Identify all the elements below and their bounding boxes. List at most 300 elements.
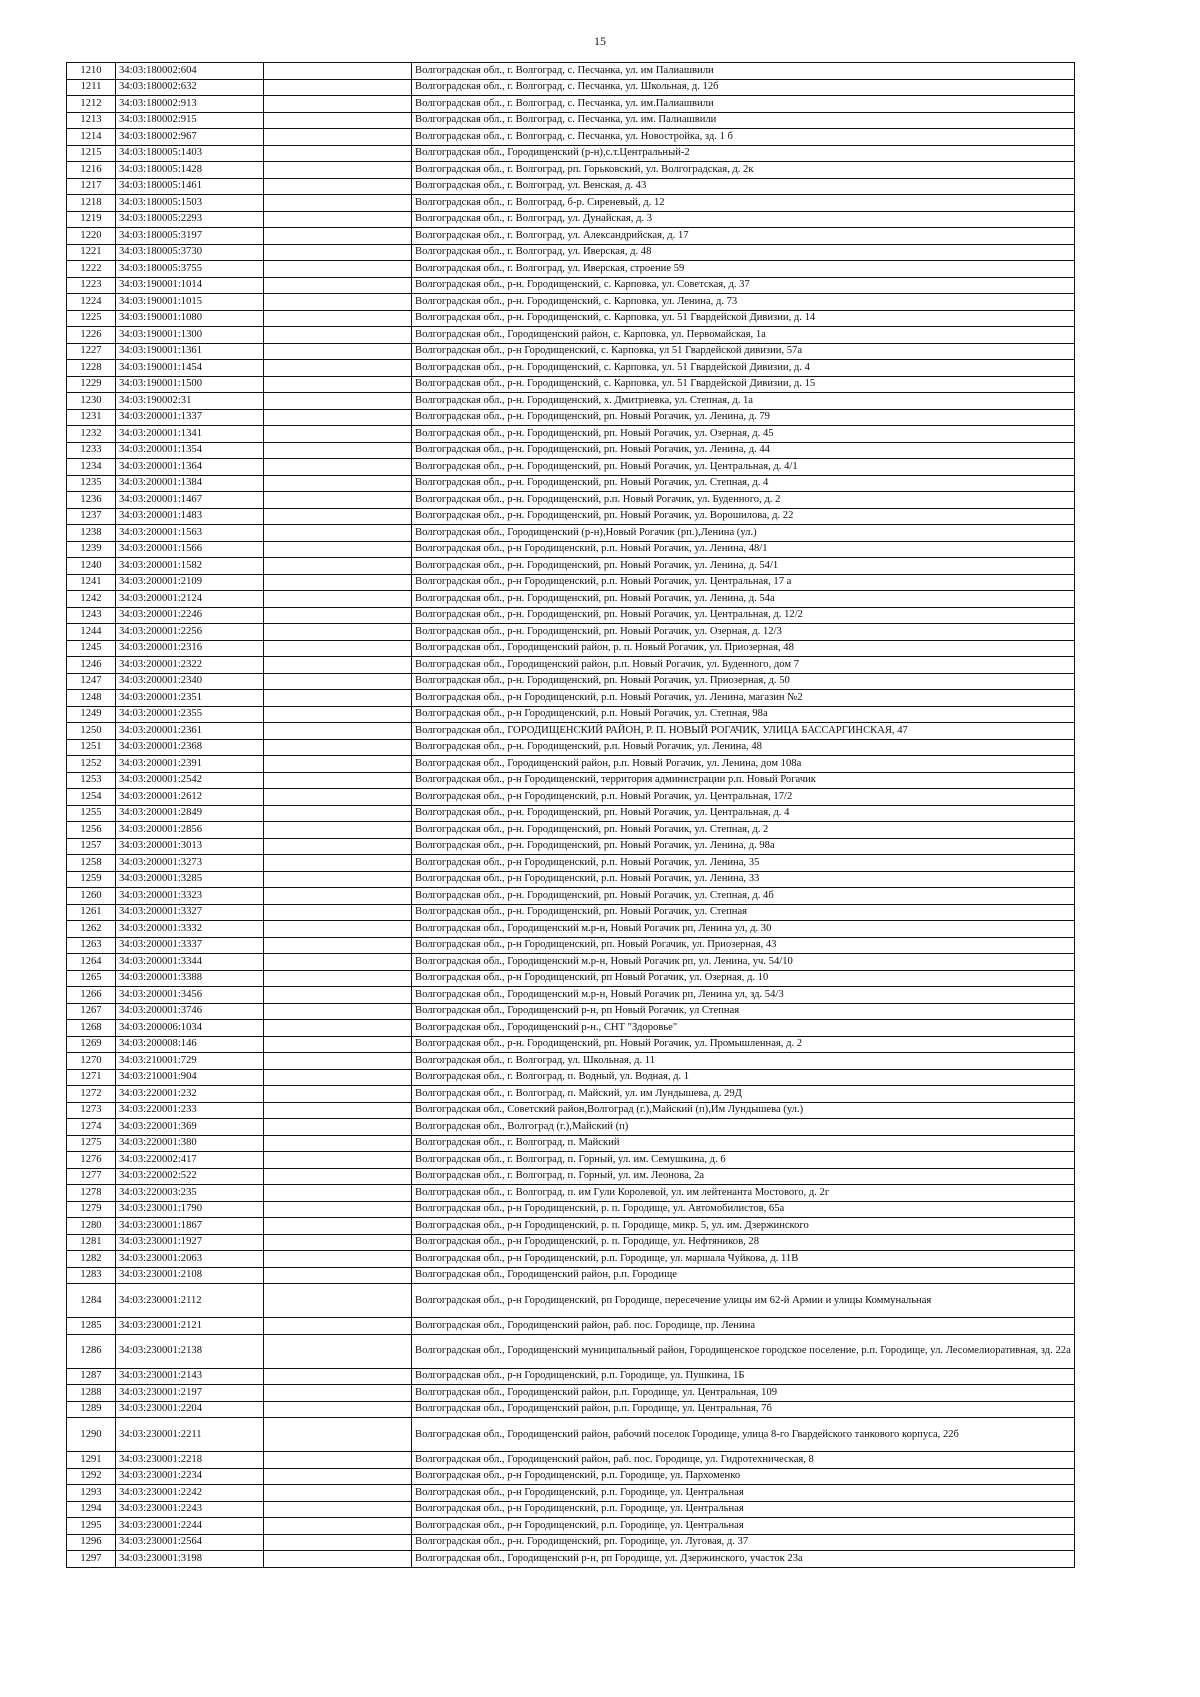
cadastral-number: 34:03:230001:2063 bbox=[116, 1251, 264, 1268]
table-row bbox=[67, 1102, 1075, 1119]
row-number: 1293 bbox=[67, 1485, 116, 1502]
address: Волгоградская обл., р-н. Городищенский, р.п. Новый Рогачик, ул. Ленина, 48 bbox=[412, 739, 1075, 756]
address: Волгоградская обл., Городищенский район, р. п. Новый Рогачик, ул. Приозерная, 48 bbox=[412, 640, 1075, 657]
empty-cell bbox=[264, 739, 412, 756]
table-row bbox=[67, 393, 1075, 410]
empty-cell bbox=[264, 541, 412, 558]
cadastral-number: 34:03:210001:904 bbox=[116, 1069, 264, 1086]
table-row bbox=[67, 1168, 1075, 1185]
cadastral-number: 34:03:200001:1354 bbox=[116, 442, 264, 459]
row-number: 1248 bbox=[67, 690, 116, 707]
table-row bbox=[67, 244, 1075, 261]
row-number: 1262 bbox=[67, 921, 116, 938]
cadastral-number: 34:03:200006:1034 bbox=[116, 1020, 264, 1037]
address: Волгоградская обл., р-н Городищенский, р. п. Городище, микр. 5, ул. им. Дзержинского bbox=[412, 1218, 1075, 1235]
empty-cell bbox=[264, 63, 412, 80]
empty-cell bbox=[264, 970, 412, 987]
cadastral-number: 34:03:230001:2143 bbox=[116, 1368, 264, 1385]
cadastral-number: 34:03:230001:2121 bbox=[116, 1318, 264, 1335]
cadastral-number: 34:03:200001:3285 bbox=[116, 871, 264, 888]
empty-cell bbox=[264, 475, 412, 492]
table-row bbox=[67, 1452, 1075, 1469]
table-row bbox=[67, 1119, 1075, 1136]
empty-cell bbox=[264, 1385, 412, 1402]
cadastral-number: 34:03:200001:3344 bbox=[116, 954, 264, 971]
row-number: 1243 bbox=[67, 607, 116, 624]
address: Волгоградская обл., р-н Городищенский, р.п. Новый Рогачик, ул. Центральная, 17 а bbox=[412, 574, 1075, 591]
row-number: 1266 bbox=[67, 987, 116, 1004]
row-number: 1265 bbox=[67, 970, 116, 987]
cadastral-number: 34:03:200001:2316 bbox=[116, 640, 264, 657]
row-number: 1270 bbox=[67, 1053, 116, 1070]
cadastral-number: 34:03:190001:1300 bbox=[116, 327, 264, 344]
address: Волгоградская обл., Городищенский район, рабочий поселок Городище, улица 8-го Гвардейского танкового корпуса, 22б bbox=[412, 1418, 1075, 1452]
table-row bbox=[67, 607, 1075, 624]
cadastral-number: 34:03:230001:2218 bbox=[116, 1452, 264, 1469]
row-number: 1242 bbox=[67, 591, 116, 608]
table-row bbox=[67, 195, 1075, 212]
row-number: 1247 bbox=[67, 673, 116, 690]
table-row bbox=[67, 1234, 1075, 1251]
row-number: 1284 bbox=[67, 1284, 116, 1318]
cadastral-number: 34:03:200001:1364 bbox=[116, 459, 264, 476]
address: Волгоградская обл., р-н. Городищенский, рп. Новый Рогачик, ул. Степная bbox=[412, 904, 1075, 921]
empty-cell bbox=[264, 112, 412, 129]
cadastral-number: 34:03:230001:2243 bbox=[116, 1501, 264, 1518]
empty-cell bbox=[264, 409, 412, 426]
table-row bbox=[67, 310, 1075, 327]
empty-cell bbox=[264, 1152, 412, 1169]
row-number: 1239 bbox=[67, 541, 116, 558]
empty-cell bbox=[264, 327, 412, 344]
table-row bbox=[67, 1251, 1075, 1268]
row-number: 1212 bbox=[67, 96, 116, 113]
row-number: 1220 bbox=[67, 228, 116, 245]
row-number: 1289 bbox=[67, 1401, 116, 1418]
cadastral-number: 34:03:180002:967 bbox=[116, 129, 264, 146]
row-number: 1294 bbox=[67, 1501, 116, 1518]
empty-cell bbox=[264, 162, 412, 179]
table-row bbox=[67, 1003, 1075, 1020]
table-row bbox=[67, 228, 1075, 245]
empty-cell bbox=[264, 756, 412, 773]
row-number: 1272 bbox=[67, 1086, 116, 1103]
empty-cell bbox=[264, 607, 412, 624]
row-number: 1216 bbox=[67, 162, 116, 179]
row-number: 1285 bbox=[67, 1318, 116, 1335]
cadastral-number: 34:03:190002:31 bbox=[116, 393, 264, 410]
cadastral-number: 34:03:230001:2138 bbox=[116, 1334, 264, 1368]
address: Волгоградская обл., г. Волгоград, с. Песчанка, ул. им Палиашвили bbox=[412, 63, 1075, 80]
cadastral-number: 34:03:210001:729 bbox=[116, 1053, 264, 1070]
address: Волгоградская обл., р-н. Городищенский, рп. Новый Рогачик, ул. Ленина, д. 98а bbox=[412, 838, 1075, 855]
empty-cell bbox=[264, 393, 412, 410]
address: Волгоградская обл., г. Волгоград, ул. Венская, д. 43 bbox=[412, 178, 1075, 195]
row-number: 1288 bbox=[67, 1385, 116, 1402]
address: Волгоградская обл., Городищенский (р-н),Новый Рогачик (рп.),Ленина (ул.) bbox=[412, 525, 1075, 542]
address: Волгоградская обл., р-н Городищенский, р.п. Новый Рогачик, ул. Ленина, 33 bbox=[412, 871, 1075, 888]
table-row bbox=[67, 1201, 1075, 1218]
cadastral-number: 34:03:190001:1361 bbox=[116, 343, 264, 360]
cadastral-number: 34:03:230001:2211 bbox=[116, 1418, 264, 1452]
address: Волгоградская обл., г. Волгоград, п. Горный, ул. им. Семушкина, д. 6 bbox=[412, 1152, 1075, 1169]
table-row bbox=[67, 277, 1075, 294]
address: Волгоградская обл., р-н. Городищенский, с. Карповка, ул. 51 Гвардейской Дивизии, д. 15 bbox=[412, 376, 1075, 393]
address: Волгоградская обл., р-н. Городищенский, рп. Новый Рогачик, ул. Ленина, д. 54/1 bbox=[412, 558, 1075, 575]
row-number: 1240 bbox=[67, 558, 116, 575]
table-row bbox=[67, 360, 1075, 377]
empty-cell bbox=[264, 1102, 412, 1119]
address: Волгоградская обл., Городищенский м.р-н, Новый Рогачик рп, Ленина ул, зд. 54/3 bbox=[412, 987, 1075, 1004]
cadastral-number: 34:03:180005:3197 bbox=[116, 228, 264, 245]
address: Волгоградская обл., г. Волгоград, б-р. Сиреневый, д. 12 bbox=[412, 195, 1075, 212]
empty-cell bbox=[264, 1518, 412, 1535]
address: Волгоградская обл., р-н. Городищенский, рп. Городище, ул. Луговая, д. 37 bbox=[412, 1534, 1075, 1551]
empty-cell bbox=[264, 1334, 412, 1368]
table-row bbox=[67, 96, 1075, 113]
table-row bbox=[67, 1135, 1075, 1152]
empty-cell bbox=[264, 822, 412, 839]
cadastral-number: 34:03:220001:380 bbox=[116, 1135, 264, 1152]
address: Волгоградская обл., Городищенский р-н, рп Городище, ул. Дзержинского, участок 23а bbox=[412, 1551, 1075, 1568]
empty-cell bbox=[264, 525, 412, 542]
row-number: 1217 bbox=[67, 178, 116, 195]
empty-cell bbox=[264, 1485, 412, 1502]
cadastral-number: 34:03:200001:3327 bbox=[116, 904, 264, 921]
row-number: 1263 bbox=[67, 937, 116, 954]
table-row bbox=[67, 1418, 1075, 1452]
row-number: 1249 bbox=[67, 706, 116, 723]
empty-cell bbox=[264, 624, 412, 641]
cadastral-number: 34:03:200001:1337 bbox=[116, 409, 264, 426]
table-row bbox=[67, 1368, 1075, 1385]
address: Волгоградская обл., р-н. Городищенский, рп. Новый Рогачик, ул. Ленина, д. 79 bbox=[412, 409, 1075, 426]
row-number: 1277 bbox=[67, 1168, 116, 1185]
empty-cell bbox=[264, 195, 412, 212]
empty-cell bbox=[264, 244, 412, 261]
row-number: 1264 bbox=[67, 954, 116, 971]
address: Волгоградская обл., г. Волгоград, п. Горный, ул. им. Леонова, 2а bbox=[412, 1168, 1075, 1185]
empty-cell bbox=[264, 1069, 412, 1086]
address: Волгоградская обл., Городищенский район, р.п. Городище, ул. Центральная, 7б bbox=[412, 1401, 1075, 1418]
cadastral-number: 34:03:220002:417 bbox=[116, 1152, 264, 1169]
empty-cell bbox=[264, 145, 412, 162]
empty-cell bbox=[264, 1234, 412, 1251]
table-row bbox=[67, 1501, 1075, 1518]
empty-cell bbox=[264, 492, 412, 509]
row-number: 1252 bbox=[67, 756, 116, 773]
cadastral-number: 34:03:200008:146 bbox=[116, 1036, 264, 1053]
table-row bbox=[67, 162, 1075, 179]
address: Волгоградская обл., р-н Городищенский, р.п. Городище, ул. Центральная bbox=[412, 1518, 1075, 1535]
row-number: 1224 bbox=[67, 294, 116, 311]
empty-cell bbox=[264, 921, 412, 938]
empty-cell bbox=[264, 871, 412, 888]
address: Волгоградская обл., г. Волгоград, с. Песчанка, ул. им. Палиашвили bbox=[412, 112, 1075, 129]
table-row bbox=[67, 640, 1075, 657]
cadastral-number: 34:03:200001:1582 bbox=[116, 558, 264, 575]
empty-cell bbox=[264, 888, 412, 905]
empty-cell bbox=[264, 1119, 412, 1136]
row-number: 1282 bbox=[67, 1251, 116, 1268]
address: Волгоградская обл., р-н. Городищенский, рп. Новый Рогачик, ул. Центральная, д. 4 bbox=[412, 805, 1075, 822]
empty-cell bbox=[264, 1168, 412, 1185]
row-number: 1278 bbox=[67, 1185, 116, 1202]
cadastral-number: 34:03:220001:232 bbox=[116, 1086, 264, 1103]
row-number: 1257 bbox=[67, 838, 116, 855]
address: Волгоградская обл., г. Волгоград, п. Водный, ул. Водная, д. 1 bbox=[412, 1069, 1075, 1086]
empty-cell bbox=[264, 211, 412, 228]
address: Волгоградская обл., Городищенский м.р-н, Новый Рогачик рп, Ленина ул, д. 30 bbox=[412, 921, 1075, 938]
table-row bbox=[67, 63, 1075, 80]
empty-cell bbox=[264, 442, 412, 459]
empty-cell bbox=[264, 1551, 412, 1568]
empty-cell bbox=[264, 1086, 412, 1103]
table-row bbox=[67, 409, 1075, 426]
empty-cell bbox=[264, 1501, 412, 1518]
empty-cell bbox=[264, 459, 412, 476]
row-number: 1225 bbox=[67, 310, 116, 327]
cadastral-number: 34:03:190001:1454 bbox=[116, 360, 264, 377]
row-number: 1296 bbox=[67, 1534, 116, 1551]
table-row bbox=[67, 937, 1075, 954]
cadastral-number: 34:03:200001:2351 bbox=[116, 690, 264, 707]
row-number: 1234 bbox=[67, 459, 116, 476]
cadastral-number: 34:03:200001:1483 bbox=[116, 508, 264, 525]
table-row bbox=[67, 921, 1075, 938]
cadastral-number: 34:03:180005:1428 bbox=[116, 162, 264, 179]
empty-cell bbox=[264, 1452, 412, 1469]
table-row bbox=[67, 1267, 1075, 1284]
address: Волгоградская обл., Городищенский район, раб. пос. Городище, ул. Гидротехническая, 8 bbox=[412, 1452, 1075, 1469]
table-row bbox=[67, 129, 1075, 146]
table-row bbox=[67, 805, 1075, 822]
address: Волгоградская обл., Городищенский район, раб. пос. Городище, пр. Ленина bbox=[412, 1318, 1075, 1335]
cadastral-number: 34:03:200001:3456 bbox=[116, 987, 264, 1004]
cadastral-number: 34:03:200001:3013 bbox=[116, 838, 264, 855]
address: Волгоградская обл., р-н. Городищенский, рп. Новый Рогачик, ул. Степная, д. 4 bbox=[412, 475, 1075, 492]
address: Волгоградская обл., р-н. Городищенский, рп. Новый Рогачик, ул. Ворошилова, д. 22 bbox=[412, 508, 1075, 525]
row-number: 1259 bbox=[67, 871, 116, 888]
table-row bbox=[67, 1053, 1075, 1070]
empty-cell bbox=[264, 904, 412, 921]
row-number: 1283 bbox=[67, 1267, 116, 1284]
cadastral-number: 34:03:180005:3730 bbox=[116, 244, 264, 261]
cadastral-number: 34:03:200001:2542 bbox=[116, 772, 264, 789]
empty-cell bbox=[264, 855, 412, 872]
address: Волгоградская обл., р-н Городищенский, р.п. Новый Рогачик, ул. Ленина, 35 bbox=[412, 855, 1075, 872]
row-number: 1231 bbox=[67, 409, 116, 426]
table-row bbox=[67, 541, 1075, 558]
table-row bbox=[67, 1518, 1075, 1535]
cadastral-number: 34:03:230001:2197 bbox=[116, 1385, 264, 1402]
address: Волгоградская обл., р-н Городищенский, рп Городище, пересечение улицы им 62-й Армии и улицы Коммунальная bbox=[412, 1284, 1075, 1318]
row-number: 1274 bbox=[67, 1119, 116, 1136]
empty-cell bbox=[264, 228, 412, 245]
address: Волгоградская обл., р-н. Городищенский, рп. Новый Рогачик, ул. Приозерная, д. 50 bbox=[412, 673, 1075, 690]
row-number: 1255 bbox=[67, 805, 116, 822]
empty-cell bbox=[264, 376, 412, 393]
cadastral-number: 34:03:230001:2204 bbox=[116, 1401, 264, 1418]
address: Волгоградская обл., г. Волгоград, с. Песчанка, ул. Школьная, д. 12б bbox=[412, 79, 1075, 96]
table-row bbox=[67, 343, 1075, 360]
table-row bbox=[67, 1185, 1075, 1202]
empty-cell bbox=[264, 640, 412, 657]
empty-cell bbox=[264, 838, 412, 855]
table-row bbox=[67, 871, 1075, 888]
row-number: 1226 bbox=[67, 327, 116, 344]
table-row bbox=[67, 624, 1075, 641]
address: Волгоградская обл., р-н Городищенский, р.п. Новый Рогачик, ул. Ленина, 48/1 bbox=[412, 541, 1075, 558]
row-number: 1227 bbox=[67, 343, 116, 360]
address: Волгоградская обл., Городищенский р-н, рп Новый Рогачик, ул Степная bbox=[412, 1003, 1075, 1020]
empty-cell bbox=[264, 706, 412, 723]
cadastral-number: 34:03:190001:1500 bbox=[116, 376, 264, 393]
cadastral-number: 34:03:200001:2368 bbox=[116, 739, 264, 756]
empty-cell bbox=[264, 1267, 412, 1284]
empty-cell bbox=[264, 1036, 412, 1053]
cadastral-number: 34:03:200001:2355 bbox=[116, 706, 264, 723]
cadastral-number: 34:03:190001:1080 bbox=[116, 310, 264, 327]
address: Волгоградская обл., р-н. Городищенский, рп. Новый Рогачик, ул. Ленина, д. 54а bbox=[412, 591, 1075, 608]
table-row bbox=[67, 591, 1075, 608]
table-row bbox=[67, 855, 1075, 872]
row-number: 1219 bbox=[67, 211, 116, 228]
address: Волгоградская обл., р-н. Городищенский, с. Карповка, ул. Советская, д. 37 bbox=[412, 277, 1075, 294]
cadastral-number: 34:03:200001:2246 bbox=[116, 607, 264, 624]
empty-cell bbox=[264, 591, 412, 608]
cadastral-number: 34:03:220001:233 bbox=[116, 1102, 264, 1119]
address: Волгоградская обл., г. Волгоград, ул. Школьная, д. 11 bbox=[412, 1053, 1075, 1070]
row-number: 1211 bbox=[67, 79, 116, 96]
cadastral-number: 34:03:180002:632 bbox=[116, 79, 264, 96]
row-number: 1223 bbox=[67, 277, 116, 294]
table-row bbox=[67, 706, 1075, 723]
table-row bbox=[67, 888, 1075, 905]
address: Волгоградская обл., г. Волгоград, ул. Дунайская, д. 3 bbox=[412, 211, 1075, 228]
row-number: 1222 bbox=[67, 261, 116, 278]
empty-cell bbox=[264, 1020, 412, 1037]
address: Волгоградская обл., р-н Городищенский, р. п. Городище, ул. Автомобилистов, 65а bbox=[412, 1201, 1075, 1218]
address: Волгоградская обл., Городищенский район, с. Карповка, ул. Первомайская, 1а bbox=[412, 327, 1075, 344]
address: Волгоградская обл., г. Волгоград, с. Песчанка, ул. им.Палиашвили bbox=[412, 96, 1075, 113]
row-number: 1250 bbox=[67, 723, 116, 740]
address: Волгоградская обл., Городищенский р-н., СНТ "Здоровье" bbox=[412, 1020, 1075, 1037]
table-row bbox=[67, 525, 1075, 542]
address: Волгоградская обл., г. Волгоград, ул. Александрийская, д. 17 bbox=[412, 228, 1075, 245]
cadastral-number: 34:03:200001:3388 bbox=[116, 970, 264, 987]
row-number: 1276 bbox=[67, 1152, 116, 1169]
table-row bbox=[67, 1020, 1075, 1037]
empty-cell bbox=[264, 294, 412, 311]
cadastral-number: 34:03:200001:2391 bbox=[116, 756, 264, 773]
table-row bbox=[67, 1284, 1075, 1318]
row-number: 1292 bbox=[67, 1468, 116, 1485]
table-row bbox=[67, 1069, 1075, 1086]
cadastral-number: 34:03:180005:1503 bbox=[116, 195, 264, 212]
address: Волгоградская обл., р-н Городищенский, р.п. Новый Рогачик, ул. Степная, 98а bbox=[412, 706, 1075, 723]
table-row bbox=[67, 723, 1075, 740]
table-row bbox=[67, 1401, 1075, 1418]
row-number: 1210 bbox=[67, 63, 116, 80]
address: Волгоградская обл., р-н Городищенский, с. Карповка, ул 51 Гвардейской дивизии, 57а bbox=[412, 343, 1075, 360]
table-row bbox=[67, 954, 1075, 971]
address: Волгоградская обл., Городищенский район, р.п. Городище, ул. Центральная, 109 bbox=[412, 1385, 1075, 1402]
row-number: 1286 bbox=[67, 1334, 116, 1368]
empty-cell bbox=[264, 129, 412, 146]
empty-cell bbox=[264, 360, 412, 377]
table-row bbox=[67, 558, 1075, 575]
empty-cell bbox=[264, 277, 412, 294]
cadastral-table bbox=[66, 62, 1075, 1568]
address: Волгоградская обл., р-н. Городищенский, рп. Новый Рогачик, ул. Озерная, д. 45 bbox=[412, 426, 1075, 443]
row-number: 1271 bbox=[67, 1069, 116, 1086]
table-row bbox=[67, 673, 1075, 690]
address: Волгоградская обл., р-н. Городищенский, рп. Новый Рогачик, ул. Озерная, д. 12/3 bbox=[412, 624, 1075, 641]
table-row bbox=[67, 1318, 1075, 1335]
address: Волгоградская обл., Городищенский (р-н),с.т.Центральный-2 bbox=[412, 145, 1075, 162]
row-number: 1238 bbox=[67, 525, 116, 542]
address: Волгоградская обл., р-н Городищенский, р. п. Городище, ул. Нефтяников, 28 bbox=[412, 1234, 1075, 1251]
cadastral-number: 34:03:180002:604 bbox=[116, 63, 264, 80]
cadastral-number: 34:03:200001:2256 bbox=[116, 624, 264, 641]
row-number: 1256 bbox=[67, 822, 116, 839]
address: Волгоградская обл., р-н Городищенский, р.п. Городище, ул. маршала Чуйкова, д. 11В bbox=[412, 1251, 1075, 1268]
table-row bbox=[67, 508, 1075, 525]
row-number: 1267 bbox=[67, 1003, 116, 1020]
address: Волгоградская обл., Городищенский район, р.п. Городище bbox=[412, 1267, 1075, 1284]
empty-cell bbox=[264, 1053, 412, 1070]
cadastral-number: 34:03:200001:3323 bbox=[116, 888, 264, 905]
empty-cell bbox=[264, 1003, 412, 1020]
row-number: 1237 bbox=[67, 508, 116, 525]
cadastral-number: 34:03:180005:1403 bbox=[116, 145, 264, 162]
empty-cell bbox=[264, 261, 412, 278]
cadastral-number: 34:03:200001:2849 bbox=[116, 805, 264, 822]
table-row bbox=[67, 1534, 1075, 1551]
address: Волгоградская обл., Городищенский район, р.п. Новый Рогачик, ул. Буденного, дом 7 bbox=[412, 657, 1075, 674]
row-number: 1236 bbox=[67, 492, 116, 509]
row-number: 1214 bbox=[67, 129, 116, 146]
row-number: 1261 bbox=[67, 904, 116, 921]
address: Волгоградская обл., Советский район,Волгоград (г.),Майский (п),Им Лундышева (ул.) bbox=[412, 1102, 1075, 1119]
row-number: 1241 bbox=[67, 574, 116, 591]
cadastral-number: 34:03:230001:2242 bbox=[116, 1485, 264, 1502]
table-row bbox=[67, 294, 1075, 311]
row-number: 1228 bbox=[67, 360, 116, 377]
cadastral-number: 34:03:180005:1461 bbox=[116, 178, 264, 195]
address: Волгоградская обл., р-н. Городищенский, с. Карповка, ул. 51 Гвардейской Дивизии, д. 14 bbox=[412, 310, 1075, 327]
table-row bbox=[67, 838, 1075, 855]
row-number: 1254 bbox=[67, 789, 116, 806]
table-row bbox=[67, 657, 1075, 674]
row-number: 1232 bbox=[67, 426, 116, 443]
table-row bbox=[67, 492, 1075, 509]
empty-cell bbox=[264, 1318, 412, 1335]
cadastral-number: 34:03:220002:522 bbox=[116, 1168, 264, 1185]
cadastral-number: 34:03:200001:1467 bbox=[116, 492, 264, 509]
cadastral-number: 34:03:230001:1790 bbox=[116, 1201, 264, 1218]
row-number: 1245 bbox=[67, 640, 116, 657]
address: Волгоградская обл., р-н. Городищенский, с. Карповка, ул. Ленина, д. 73 bbox=[412, 294, 1075, 311]
table-row bbox=[67, 145, 1075, 162]
empty-cell bbox=[264, 178, 412, 195]
table-row bbox=[67, 211, 1075, 228]
row-number: 1275 bbox=[67, 1135, 116, 1152]
cadastral-number: 34:03:200001:1341 bbox=[116, 426, 264, 443]
row-number: 1291 bbox=[67, 1452, 116, 1469]
empty-cell bbox=[264, 96, 412, 113]
